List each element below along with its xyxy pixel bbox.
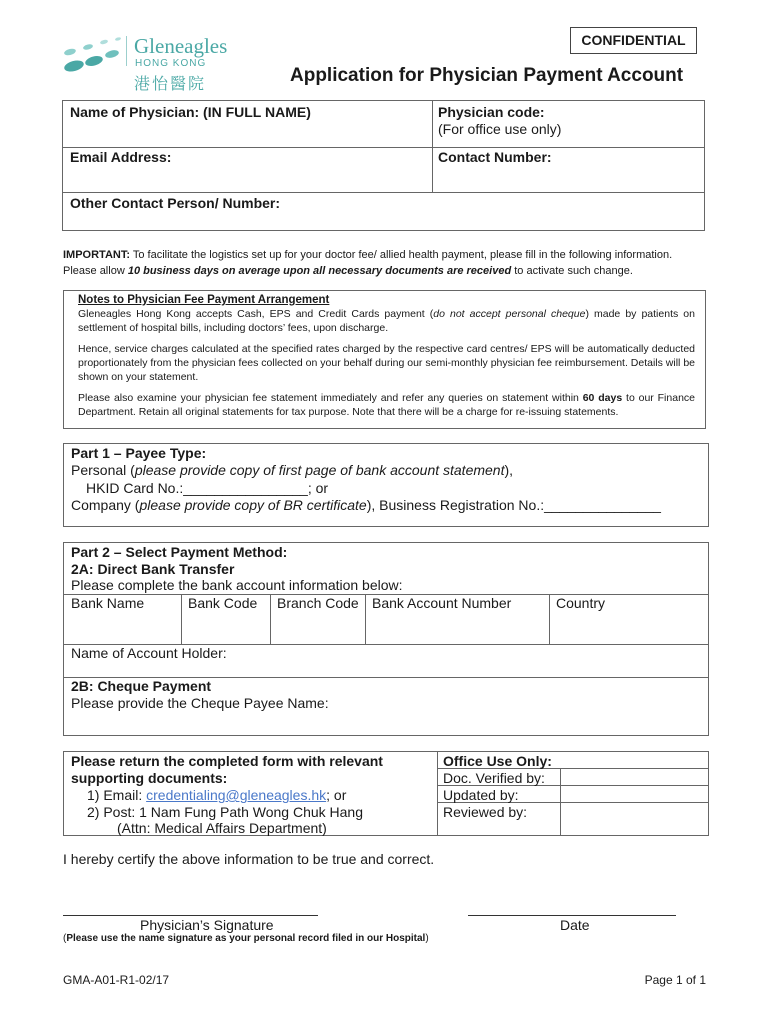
important-lead: IMPORTANT: [63, 249, 131, 261]
notes-paragraph-2: Hence, service charges calculated at the specified rates charged by the respective card centres/ EPS will be automatically deducted proportionately from the physician fees collected on your behalf during our semi-monthly physician fee reimbursement. Details will be shown on your statement. [78, 343, 695, 383]
confidential-label: CONFIDENTIAL [581, 32, 686, 48]
personal-option[interactable]: Personal (please provide copy of first page of bank account statement), [71, 462, 514, 478]
cheque-payee-field[interactable]: Please provide the Cheque Payee Name: [71, 695, 329, 711]
return-instruction-line1: Please return the completed form with relevant [71, 753, 383, 769]
date-label: Date [560, 917, 590, 933]
office-use-title: Office Use Only: [443, 753, 552, 769]
contact-number-field[interactable]: Contact Number: [438, 149, 552, 165]
doc-verified-field: Doc. Verified by: [443, 770, 545, 786]
physician-name-field[interactable]: Name of Physician: (IN FULL NAME) [70, 104, 311, 120]
return-email-line: 1) Email: credentialing@gleneagles.hk; or [87, 787, 347, 803]
direct-bank-option[interactable]: 2A: Direct Bank Transfer [71, 561, 235, 577]
updated-by-field: Updated by: [443, 787, 519, 803]
signature-label: Physician’s Signature [140, 917, 274, 933]
important-line2-b: 10 business days on average upon all necessary documents are received [127, 265, 512, 277]
page-number: Page 1 of 1 [644, 973, 706, 987]
email-link[interactable]: credentialing@gleneagles.hk [146, 787, 327, 803]
notes-paragraph-1: Gleneagles Hong Kong accepts Cash, EPS and Credit Cards payment (do not accept personal cheque) made by patients on settlement of hospital bills, including doctors’ fees, upon discharge. [78, 308, 695, 334]
email-field[interactable]: Email Address: [70, 149, 172, 165]
return-post-line: 2) Post: 1 Nam Fung Path Wong Chuk Hang [87, 804, 363, 820]
bank-instruction: Please complete the bank account information below: [71, 577, 403, 593]
account-holder-field[interactable]: Name of Account Holder: [71, 645, 227, 661]
return-and-office-box [63, 751, 709, 836]
company-option[interactable]: Company (please provide copy of BR certificate), Business Registration No.:_______________ [71, 497, 661, 513]
part2-payment-method [63, 542, 709, 736]
logo-subtitle: HONG KONG [135, 58, 207, 69]
reviewed-by-field: Reviewed by: [443, 804, 528, 820]
logo-name: Gleneagles [134, 34, 228, 58]
physician-code-note: (For office use only) [438, 121, 562, 137]
form-code: GMA-A01-R1-02/17 [63, 973, 170, 987]
notes-title: Notes to Physician Fee Payment Arrangement [78, 294, 330, 306]
notes-paragraph-3: Please also examine your physician fee statement immediately and refer any queries on statement within 60 days to our Finance Department. Retain all original statements for tax purpose. Note that there will be a charge for re-issuing statements. [78, 392, 696, 418]
notes-box [63, 290, 706, 429]
certification-statement: I hereby certify the above information to be true and correct. [63, 851, 435, 867]
cheque-option[interactable]: 2B: Cheque Payment [71, 678, 212, 694]
other-contact-field[interactable]: Other Contact Person/ Number: [70, 195, 281, 211]
date-line[interactable] [468, 915, 676, 916]
logo-chinese: 港怡醫院 [134, 74, 207, 93]
part1-title: Part 1 – Payee Type: [71, 445, 207, 461]
signature-line[interactable] [63, 915, 318, 916]
country-field[interactable]: Country [556, 595, 606, 611]
important-line1: To facilitate the logistics set up for your doctor fee/ allied health payment, please fill in the following information. [130, 249, 673, 261]
return-attn-line: (Attn: Medical Affairs Department) [117, 820, 327, 836]
bank-code-field[interactable]: Bank Code [188, 595, 258, 611]
physician-details-table [62, 100, 705, 231]
return-instruction-line2: supporting documents: [71, 770, 228, 786]
account-number-field[interactable]: Bank Account Number [372, 595, 512, 611]
branch-code-field[interactable]: Branch Code [277, 595, 359, 611]
logo-mark-icon [60, 34, 126, 78]
confidential-stamp [570, 27, 697, 54]
signature-note: (Please use the name signature as your personal record filed in our Hospital) [63, 933, 429, 944]
hospital-logo [60, 30, 240, 92]
bank-name-field[interactable]: Bank Name [71, 595, 145, 611]
page-title: Application for Physician Payment Account [290, 65, 684, 86]
important-notice [63, 247, 713, 279]
part2-title: Part 2 – Select Payment Method: [71, 544, 288, 560]
important-line2-a: Please allow [63, 265, 128, 277]
hkid-field[interactable]: HKID Card No.:________________; or [86, 480, 329, 496]
part1-payee-type [63, 443, 709, 527]
important-line2-c: to activate such change. [511, 265, 633, 277]
physician-code-label: Physician code: [438, 104, 545, 120]
